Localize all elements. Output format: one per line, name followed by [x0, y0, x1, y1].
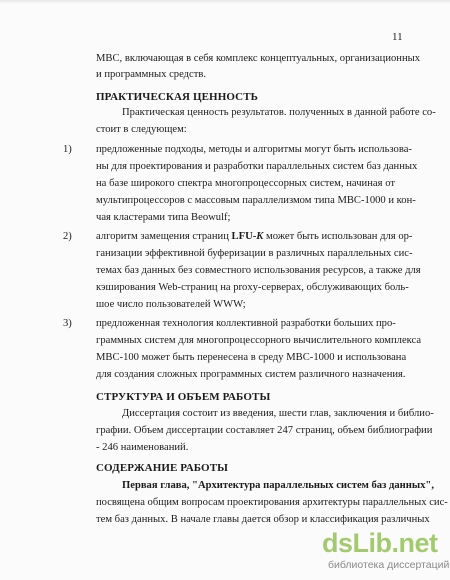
contents-line-1: Первая глава, "Архитектура параллельных систем баз данных",: [122, 480, 434, 491]
dslib-subtitle: библиотека диссертаций: [328, 559, 450, 571]
structure-line-1: Диссертация состоит из введения, шести глав, заключения и библио-: [122, 408, 434, 419]
list-item-2-prefix: алгоритм замещения страниц: [96, 231, 232, 242]
list-item-3-line-3: МВС-100 может быть перенесена в среду МВС-1000 и использована: [96, 352, 407, 363]
list-item-1-line-2: ны для проектирования и разработки параллельных систем баз данных: [96, 161, 418, 172]
list-item-2-line-4: кэширования Web-страниц на proxy-серверах, обслуживающих боль-: [96, 282, 409, 293]
dslib-logo: dsLib.net: [322, 528, 438, 558]
list-item-marker-2: 2): [63, 231, 72, 242]
algorithm-name: LFU-: [231, 231, 257, 242]
page-number: 11: [392, 31, 403, 43]
list-item-3-line-4: для создания сложных программных систем различного назначения.: [96, 369, 406, 380]
continuation-line-1: МВС, включающая в себя комплекс концептуальных, организационных: [96, 53, 421, 64]
algorithm-parameter: K: [256, 231, 264, 242]
continuation-line-2: и программных средств.: [96, 69, 206, 80]
practical-value-heading: ПРАКТИЧЕСКАЯ ЦЕННОСТЬ: [96, 91, 258, 103]
list-item-2-line-1: [96, 231, 413, 243]
structure-line-3: - 246 наименований.: [96, 442, 189, 453]
list-item-2-line-5: шое число пользователей WWW;: [96, 299, 246, 310]
practical-value-intro-line-2: стоит в следующем:: [96, 124, 187, 135]
list-item-2-suffix: может быть использован для ор-: [263, 231, 413, 242]
list-item-marker-1: 1): [63, 144, 72, 155]
list-item-1-line-5: чая кластерами типа Beowulf;: [96, 212, 231, 223]
list-item-3-line-1: предложенная технология коллективной разработки больших про-: [96, 318, 396, 329]
practical-value-intro-line-1: Практическая ценность результатов. полученных в данной работе со-: [122, 107, 436, 118]
contents-line-3: тем баз данных. В начале главы дается обзор и классификация различных: [96, 514, 430, 525]
list-item-1-line-3: на базе широкого спектра многопроцессорных систем, начиная от: [96, 178, 395, 189]
list-item-1-line-4: мультипроцессоров с массовым параллелизмом типа МВС-1000 и кон-: [96, 195, 416, 206]
structure-heading: СТРУКТУРА И ОБЪЕМ РАБОТЫ: [96, 391, 271, 403]
structure-line-2: графии. Объем диссертации составляет 247 страниц, объем библиографии: [96, 425, 433, 436]
contents-line-2: посвящена общим вопросам проектирования архитектуры параллельных сис-: [96, 497, 448, 508]
list-item-2-line-3: темах баз данных без совместного использования ресурсов, а также для: [96, 265, 421, 276]
list-item-1-line-1: предложенные подходы, методы и алгоритмы могут быть использова-: [96, 144, 412, 155]
contents-heading: СОДЕРЖАНИЕ РАБОТЫ: [96, 462, 229, 474]
list-item-marker-3: 3): [63, 318, 72, 329]
list-item-3-line-2: граммных систем для многопроцессорного вычислительного комплекса: [96, 335, 422, 346]
dslib-watermark[interactable]: [322, 528, 450, 574]
list-item-2-line-2: ганизации эффективной буферизации в различных параллельных сис-: [96, 248, 413, 259]
